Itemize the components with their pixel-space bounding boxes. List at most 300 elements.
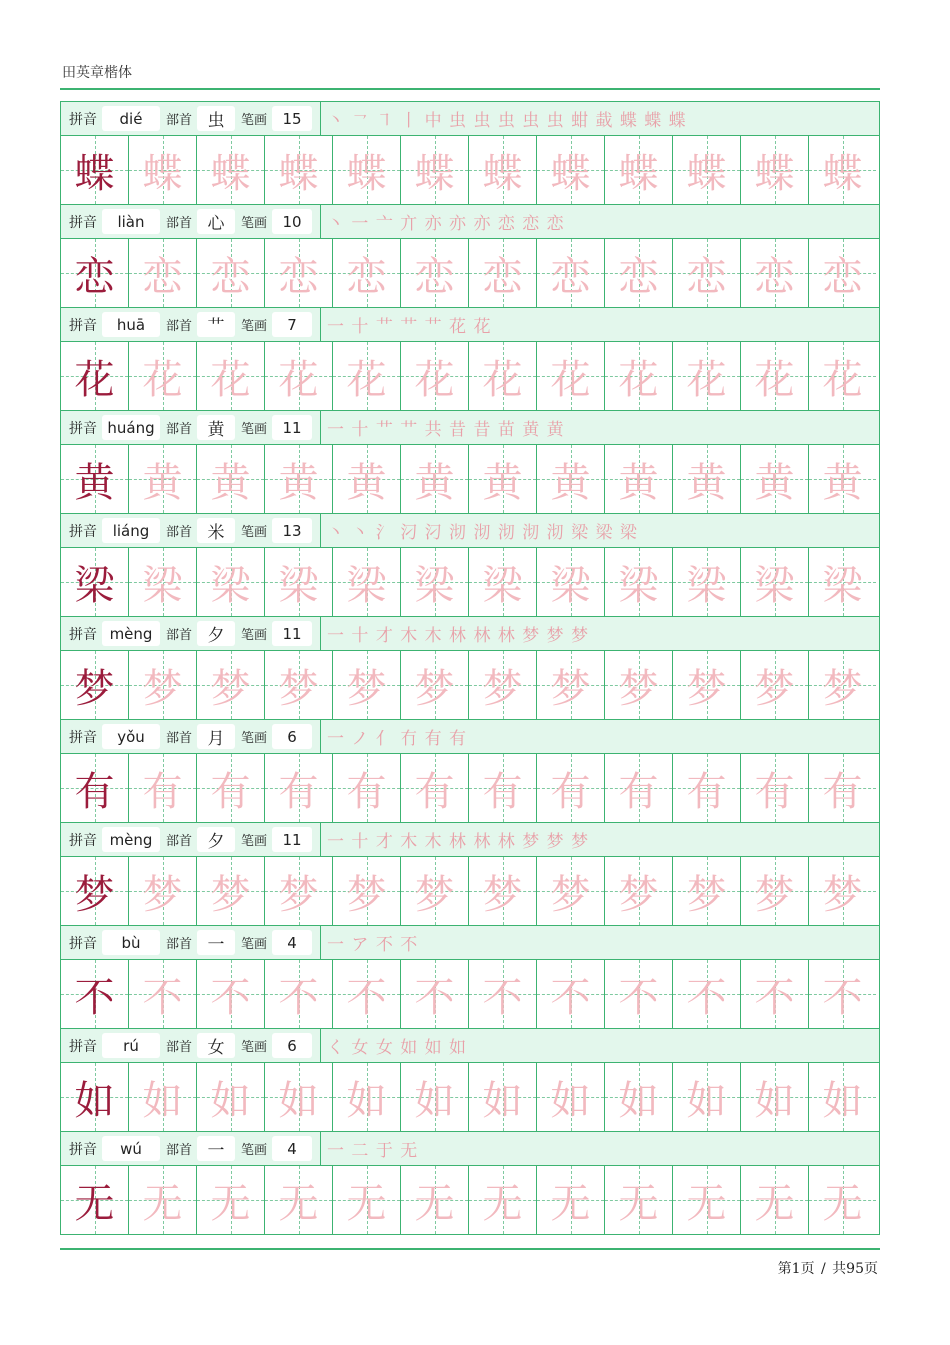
tracing-cell[interactable]	[265, 1166, 333, 1234]
radical-label: 部首	[166, 525, 193, 540]
tracing-cell[interactable]	[129, 1166, 197, 1234]
tracing-character: 花	[686, 356, 727, 403]
tracing-character: 不	[754, 974, 795, 1021]
tracing-character: 恋	[346, 253, 387, 300]
tracing-cell[interactable]	[809, 548, 876, 616]
practice-grid-row	[61, 1063, 879, 1132]
tracing-character: 梦	[482, 665, 523, 712]
tracing-cell[interactable]	[741, 1063, 809, 1131]
tracing-character: 有	[346, 768, 387, 815]
radical-label: 部首	[166, 731, 193, 746]
tracing-cell[interactable]	[469, 754, 537, 822]
tracing-character: 不	[414, 974, 455, 1021]
tracing-cell[interactable]	[197, 136, 265, 204]
stroke-order: 一 ノ 亻 冇 有 有	[320, 720, 879, 753]
tracing-cell[interactable]	[741, 754, 809, 822]
model-character-cell	[61, 239, 129, 307]
tracing-cell[interactable]	[129, 239, 197, 307]
tracing-character: 如	[686, 1077, 727, 1124]
stroke-count-value: 11	[272, 621, 312, 646]
stroke-count-value: 11	[272, 415, 312, 440]
tracing-cell[interactable]	[265, 651, 333, 719]
stroke-count-value: 4	[272, 1136, 312, 1161]
radical-value: 心	[197, 209, 235, 234]
tracing-cell[interactable]	[333, 136, 401, 204]
tracing-cell[interactable]	[401, 651, 469, 719]
tracing-character: 梦	[754, 871, 795, 918]
model-character-cell	[61, 1166, 129, 1234]
tracing-cell[interactable]	[605, 857, 673, 925]
tracing-cell[interactable]	[673, 1063, 741, 1131]
tracing-character: 花	[482, 356, 523, 403]
tracing-character: 有	[686, 768, 727, 815]
practice-grid-row	[61, 239, 879, 308]
tracing-cell[interactable]	[401, 239, 469, 307]
tracing-character: 恋	[414, 253, 455, 300]
tracing-cell[interactable]	[673, 445, 741, 513]
tracing-cell[interactable]	[401, 1166, 469, 1234]
tracing-cell[interactable]	[741, 136, 809, 204]
info-row	[61, 1029, 879, 1063]
tracing-cell[interactable]	[197, 239, 265, 307]
footer-rule	[60, 1248, 880, 1250]
info-row	[61, 823, 879, 857]
tracing-cell[interactable]	[605, 960, 673, 1028]
tracing-cell[interactable]	[333, 239, 401, 307]
pinyin-value: bù	[102, 930, 160, 955]
radical-value: 一	[197, 1136, 235, 1161]
tracing-cell[interactable]	[809, 1063, 876, 1131]
tracing-cell[interactable]	[197, 445, 265, 513]
model-character-cell	[61, 136, 129, 204]
tracing-cell[interactable]	[809, 342, 876, 410]
tracing-character: 梁	[822, 562, 863, 609]
practice-grid-row	[61, 445, 879, 514]
tracing-character: 梁	[482, 562, 523, 609]
character-entry	[61, 411, 879, 514]
tracing-character: 不	[686, 974, 727, 1021]
tracing-cell[interactable]	[333, 651, 401, 719]
tracing-cell[interactable]	[809, 754, 876, 822]
character-entry	[61, 617, 879, 720]
pinyin-label: 拼音	[69, 935, 97, 952]
tracing-character: 有	[482, 768, 523, 815]
tracing-character: 蝶	[142, 150, 183, 197]
tracing-cell[interactable]	[605, 136, 673, 204]
tracing-cell[interactable]	[129, 754, 197, 822]
practice-grid-row	[61, 548, 879, 617]
tracing-cell[interactable]	[741, 548, 809, 616]
pinyin-label: 拼音	[69, 523, 97, 540]
tracing-cell[interactable]	[537, 960, 605, 1028]
pinyin-value: huā	[102, 312, 160, 337]
tracing-cell[interactable]	[605, 548, 673, 616]
tracing-cell[interactable]	[333, 1166, 401, 1234]
tracing-cell[interactable]	[469, 1063, 537, 1131]
tracing-cell[interactable]	[197, 342, 265, 410]
tracing-character: 黄	[346, 459, 387, 506]
tracing-cell[interactable]	[197, 548, 265, 616]
stroke-order: 一 十 艹 艹 艹 花 花	[320, 308, 879, 341]
tracing-character: 黄	[686, 459, 727, 506]
model-character: 花	[74, 356, 115, 403]
tracing-cell[interactable]	[469, 960, 537, 1028]
tracing-cell[interactable]	[401, 857, 469, 925]
info-row	[61, 205, 879, 239]
tracing-cell[interactable]	[197, 1063, 265, 1131]
stroke-order: く 女 女 如 如 如	[320, 1029, 879, 1062]
tracing-character: 蝶	[686, 150, 727, 197]
tracing-cell[interactable]	[605, 239, 673, 307]
tracing-cell[interactable]	[673, 857, 741, 925]
tracing-character: 梁	[346, 562, 387, 609]
header-rule	[60, 88, 880, 90]
tracing-character: 无	[142, 1180, 183, 1227]
pinyin-label: 拼音	[69, 111, 97, 128]
tracing-cell[interactable]	[537, 1063, 605, 1131]
tracing-cell[interactable]	[469, 548, 537, 616]
page-indicator: 第1页 / 共95页	[777, 1261, 878, 1277]
tracing-cell[interactable]	[401, 960, 469, 1028]
tracing-cell[interactable]	[673, 1166, 741, 1234]
tracing-character: 花	[822, 356, 863, 403]
tracing-character: 有	[754, 768, 795, 815]
tracing-character: 黄	[550, 459, 591, 506]
tracing-cell[interactable]	[265, 754, 333, 822]
tracing-character: 恋	[482, 253, 523, 300]
tracing-cell[interactable]	[809, 1166, 876, 1234]
tracing-cell[interactable]	[537, 445, 605, 513]
tracing-cell[interactable]	[469, 342, 537, 410]
tracing-cell[interactable]	[333, 1063, 401, 1131]
tracing-character: 有	[550, 768, 591, 815]
tracing-character: 有	[210, 768, 251, 815]
tracing-cell[interactable]	[741, 651, 809, 719]
tracing-character: 如	[414, 1077, 455, 1124]
tracing-cell[interactable]	[197, 754, 265, 822]
pinyin-label: 拼音	[69, 317, 97, 334]
tracing-character: 无	[346, 1180, 387, 1227]
tracing-cell[interactable]	[401, 342, 469, 410]
tracing-character: 梦	[142, 871, 183, 918]
tracing-character: 蝶	[822, 150, 863, 197]
tracing-cell[interactable]	[129, 857, 197, 925]
tracing-cell[interactable]	[537, 754, 605, 822]
radical-value: 夕	[197, 621, 235, 646]
model-character-cell	[61, 960, 129, 1028]
tracing-character: 不	[142, 974, 183, 1021]
character-entry	[61, 1132, 879, 1235]
tracing-cell[interactable]	[333, 960, 401, 1028]
tracing-character: 花	[414, 356, 455, 403]
tracing-cell[interactable]	[537, 342, 605, 410]
tracing-cell[interactable]	[401, 754, 469, 822]
radical-value: 米	[197, 518, 235, 543]
tracing-cell[interactable]	[673, 136, 741, 204]
tracing-character: 如	[754, 1077, 795, 1124]
tracing-character: 蝶	[278, 150, 319, 197]
tracing-cell[interactable]	[129, 960, 197, 1028]
tracing-cell[interactable]	[741, 1166, 809, 1234]
tracing-cell[interactable]	[129, 342, 197, 410]
pinyin-value: mèng	[102, 827, 160, 852]
tracing-cell[interactable]	[537, 548, 605, 616]
tracing-character: 梦	[822, 665, 863, 712]
tracing-cell[interactable]	[197, 960, 265, 1028]
tracing-cell[interactable]	[401, 445, 469, 513]
tracing-cell[interactable]	[741, 239, 809, 307]
tracing-cell[interactable]	[673, 651, 741, 719]
tracing-cell[interactable]	[197, 651, 265, 719]
stroke-count-value: 11	[272, 827, 312, 852]
tracing-character: 梁	[686, 562, 727, 609]
tracing-character: 蝶	[754, 150, 795, 197]
stroke-count-label: 笔画	[241, 834, 268, 849]
tracing-cell[interactable]	[265, 1063, 333, 1131]
tracing-character: 如	[822, 1077, 863, 1124]
tracing-character: 不	[482, 974, 523, 1021]
practice-grid-row	[61, 651, 879, 720]
tracing-cell[interactable]	[401, 1063, 469, 1131]
tracing-character: 蝶	[482, 150, 523, 197]
stroke-count-label: 笔画	[241, 113, 268, 128]
stroke-order: 丶 一 亠 亣 亦 亦 亦 恋 恋 恋	[320, 205, 879, 238]
model-character-cell	[61, 1063, 129, 1131]
tracing-character: 如	[278, 1077, 319, 1124]
radical-value: 月	[197, 724, 235, 749]
practice-grid-row	[61, 342, 879, 411]
tracing-character: 恋	[686, 253, 727, 300]
model-character: 梁	[74, 562, 115, 609]
tracing-character: 梦	[686, 871, 727, 918]
tracing-cell[interactable]	[605, 651, 673, 719]
info-row	[61, 102, 879, 136]
tracing-cell[interactable]	[469, 136, 537, 204]
tracing-cell[interactable]	[333, 445, 401, 513]
stroke-count-label: 笔画	[241, 937, 268, 952]
tracing-cell[interactable]	[129, 136, 197, 204]
tracing-character: 梁	[550, 562, 591, 609]
info-row	[61, 514, 879, 548]
document-title: 田英章楷体	[62, 65, 132, 81]
tracing-cell[interactable]	[265, 239, 333, 307]
tracing-character: 梁	[142, 562, 183, 609]
stroke-count-label: 笔画	[241, 216, 268, 231]
tracing-character: 有	[618, 768, 659, 815]
pinyin-value: liáng	[102, 518, 160, 543]
tracing-cell[interactable]	[673, 548, 741, 616]
stroke-count-value: 6	[272, 1033, 312, 1058]
tracing-cell[interactable]	[265, 445, 333, 513]
model-character-cell	[61, 651, 129, 719]
tracing-character: 不	[618, 974, 659, 1021]
tracing-cell[interactable]	[333, 342, 401, 410]
tracing-cell[interactable]	[605, 754, 673, 822]
tracing-cell[interactable]	[265, 342, 333, 410]
tracing-cell[interactable]	[333, 548, 401, 616]
stroke-count-value: 6	[272, 724, 312, 749]
tracing-character: 不	[822, 974, 863, 1021]
stroke-order: 一 十 才 木 木 林 林 林 梦 梦 梦	[320, 617, 879, 650]
model-character-cell	[61, 445, 129, 513]
tracing-cell[interactable]	[537, 239, 605, 307]
stroke-count-label: 笔画	[241, 731, 268, 746]
tracing-character: 梦	[686, 665, 727, 712]
radical-label: 部首	[166, 1143, 193, 1158]
tracing-cell[interactable]	[809, 960, 876, 1028]
tracing-cell[interactable]	[741, 857, 809, 925]
tracing-character: 梦	[142, 665, 183, 712]
tracing-character: 花	[278, 356, 319, 403]
tracing-character: 梦	[278, 871, 319, 918]
stroke-count-label: 笔画	[241, 1143, 268, 1158]
tracing-character: 梦	[346, 665, 387, 712]
tracing-cell[interactable]	[401, 548, 469, 616]
tracing-character: 梦	[414, 665, 455, 712]
tracing-character: 蝶	[414, 150, 455, 197]
tracing-character: 梦	[278, 665, 319, 712]
tracing-character: 无	[210, 1180, 251, 1227]
tracing-character: 无	[414, 1180, 455, 1227]
tracing-character: 恋	[618, 253, 659, 300]
tracing-cell[interactable]	[333, 857, 401, 925]
tracing-character: 蝶	[210, 150, 251, 197]
tracing-character: 梦	[618, 871, 659, 918]
tracing-character: 梦	[550, 871, 591, 918]
tracing-character: 蝶	[618, 150, 659, 197]
tracing-cell[interactable]	[809, 857, 876, 925]
info-row	[61, 1132, 879, 1166]
tracing-cell[interactable]	[673, 960, 741, 1028]
tracing-cell[interactable]	[809, 651, 876, 719]
pinyin-label: 拼音	[69, 214, 97, 231]
tracing-cell[interactable]	[673, 342, 741, 410]
tracing-cell[interactable]	[129, 445, 197, 513]
radical-label: 部首	[166, 422, 193, 437]
tracing-cell[interactable]	[469, 1166, 537, 1234]
tracing-cell[interactable]	[401, 136, 469, 204]
stroke-order: 一 十 艹 艹 共 昔 昔 苗 黄 黄	[320, 411, 879, 444]
tracing-cell[interactable]	[265, 548, 333, 616]
tracing-character: 无	[754, 1180, 795, 1227]
stroke-count-label: 笔画	[241, 319, 268, 334]
tracing-cell[interactable]	[741, 445, 809, 513]
radical-value: 女	[197, 1033, 235, 1058]
tracing-cell[interactable]	[741, 960, 809, 1028]
stroke-count-label: 笔画	[241, 525, 268, 540]
model-character: 恋	[74, 253, 115, 300]
tracing-cell[interactable]	[265, 857, 333, 925]
pinyin-label: 拼音	[69, 626, 97, 643]
tracing-character: 梦	[414, 871, 455, 918]
tracing-cell[interactable]	[673, 754, 741, 822]
tracing-cell[interactable]	[129, 1063, 197, 1131]
tracing-cell[interactable]	[197, 1166, 265, 1234]
radical-label: 部首	[166, 216, 193, 231]
tracing-cell[interactable]	[537, 651, 605, 719]
tracing-cell[interactable]	[197, 857, 265, 925]
stroke-count-label: 笔画	[241, 628, 268, 643]
radical-label: 部首	[166, 1040, 193, 1055]
tracing-cell[interactable]	[537, 136, 605, 204]
tracing-cell[interactable]	[469, 857, 537, 925]
info-row	[61, 926, 879, 960]
stroke-count-value: 7	[272, 312, 312, 337]
tracing-cell[interactable]	[265, 960, 333, 1028]
tracing-character: 如	[210, 1077, 251, 1124]
character-entry	[61, 308, 879, 411]
pinyin-label: 拼音	[69, 832, 97, 849]
tracing-cell[interactable]	[333, 754, 401, 822]
tracing-character: 如	[346, 1077, 387, 1124]
tracing-cell[interactable]	[265, 136, 333, 204]
tracing-character: 如	[482, 1077, 523, 1124]
stroke-count-value: 13	[272, 518, 312, 543]
radical-value: 一	[197, 930, 235, 955]
pinyin-value: dié	[102, 106, 160, 131]
tracing-cell[interactable]	[537, 1166, 605, 1234]
tracing-cell[interactable]	[469, 239, 537, 307]
tracing-cell[interactable]	[605, 445, 673, 513]
tracing-cell[interactable]	[605, 1166, 673, 1234]
tracing-cell[interactable]	[129, 548, 197, 616]
stroke-count-value: 10	[272, 209, 312, 234]
tracing-cell[interactable]	[809, 136, 876, 204]
tracing-cell[interactable]	[605, 342, 673, 410]
tracing-cell[interactable]	[741, 342, 809, 410]
tracing-cell[interactable]	[469, 651, 537, 719]
radical-value: 夕	[197, 827, 235, 852]
radical-value: 艹	[197, 312, 235, 337]
tracing-character: 无	[550, 1180, 591, 1227]
info-row	[61, 308, 879, 342]
practice-grid-row	[61, 754, 879, 823]
pinyin-value: rú	[102, 1033, 160, 1058]
tracing-character: 梁	[278, 562, 319, 609]
pinyin-value: huáng	[102, 415, 160, 440]
tracing-character: 不	[346, 974, 387, 1021]
tracing-character: 梦	[210, 665, 251, 712]
tracing-cell[interactable]	[129, 651, 197, 719]
tracing-character: 不	[278, 974, 319, 1021]
tracing-character: 黄	[754, 459, 795, 506]
pinyin-label: 拼音	[69, 420, 97, 437]
tracing-cell[interactable]	[469, 445, 537, 513]
tracing-character: 有	[414, 768, 455, 815]
tracing-character: 梦	[822, 871, 863, 918]
character-entry	[61, 514, 879, 617]
tracing-cell[interactable]	[537, 857, 605, 925]
model-character-cell	[61, 342, 129, 410]
tracing-cell[interactable]	[673, 239, 741, 307]
tracing-character: 有	[142, 768, 183, 815]
tracing-cell[interactable]	[809, 445, 876, 513]
model-character: 不	[74, 974, 115, 1021]
practice-sheet	[60, 101, 880, 1235]
tracing-character: 花	[754, 356, 795, 403]
tracing-character: 蝶	[550, 150, 591, 197]
tracing-cell[interactable]	[809, 239, 876, 307]
stroke-count-value: 15	[272, 106, 312, 131]
radical-value: 黄	[197, 415, 235, 440]
tracing-character: 如	[550, 1077, 591, 1124]
tracing-cell[interactable]	[605, 1063, 673, 1131]
info-row	[61, 411, 879, 445]
stroke-order: 一 ア 不 不	[320, 926, 879, 959]
character-entry	[61, 1029, 879, 1132]
tracing-character: 黄	[618, 459, 659, 506]
practice-grid-row	[61, 960, 879, 1029]
